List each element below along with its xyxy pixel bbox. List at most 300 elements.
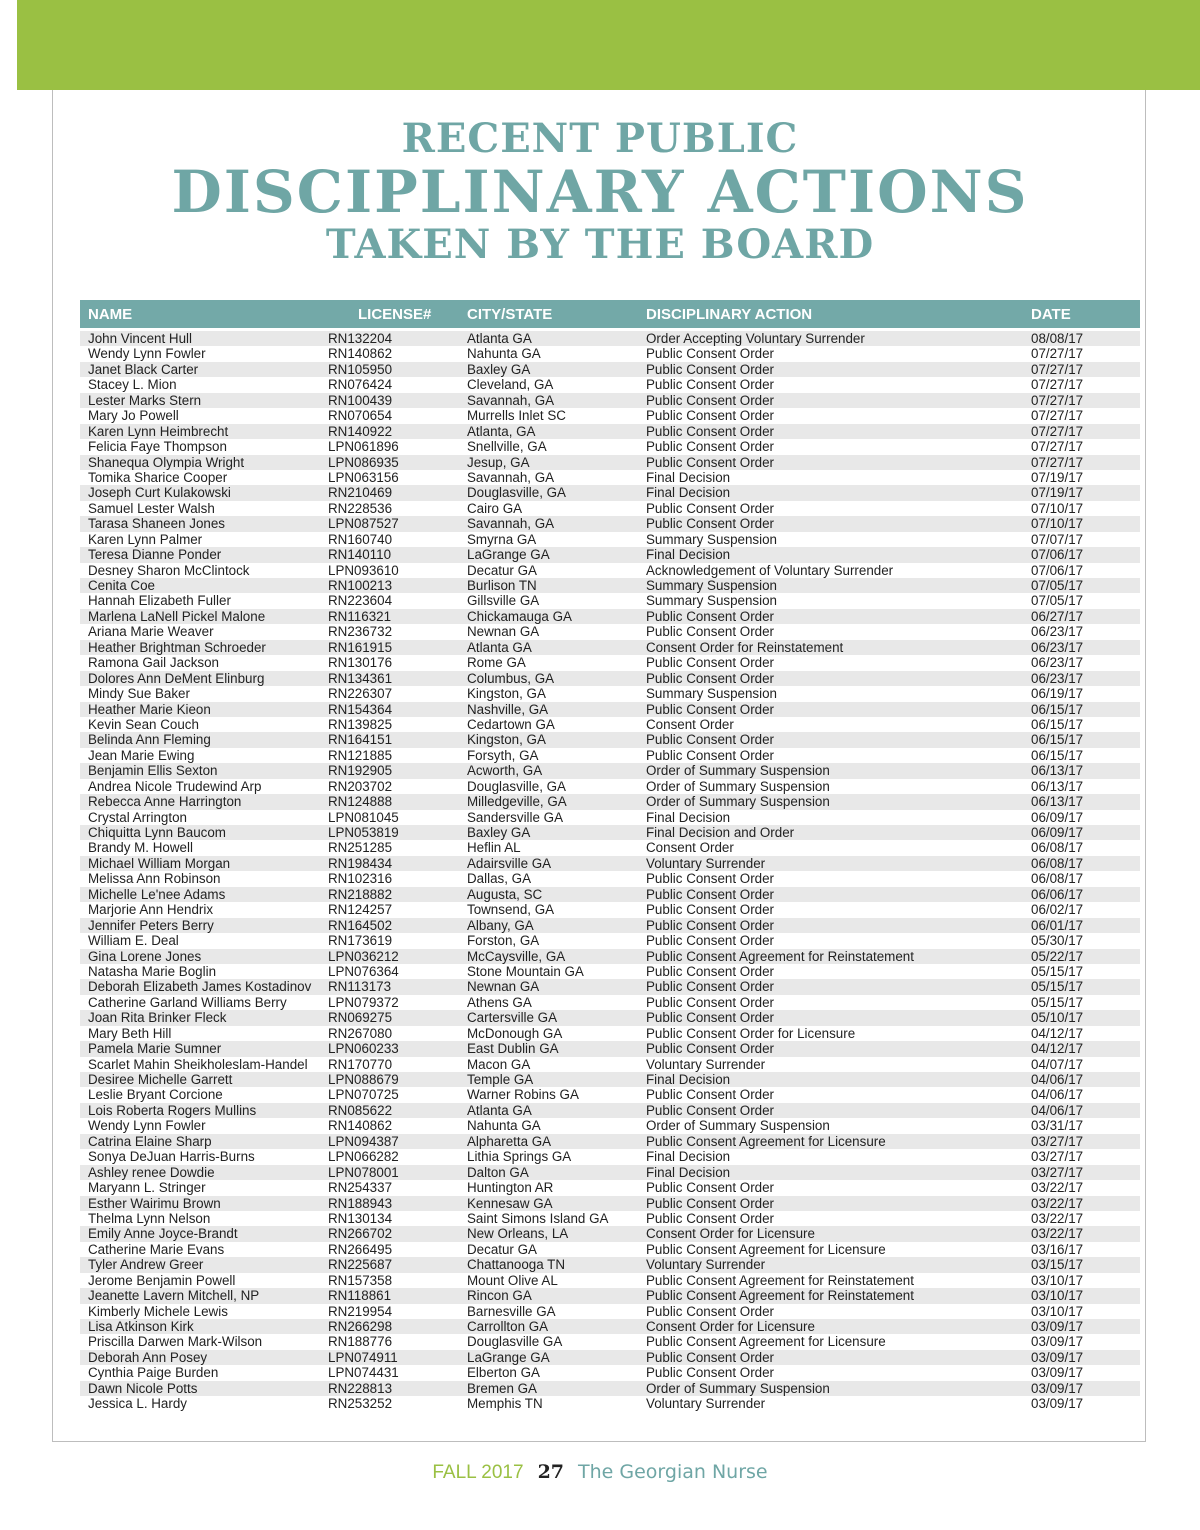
cell-name: Deborah Elizabeth James Kostadinov xyxy=(88,979,312,995)
cell-action: Summary Suspension xyxy=(646,686,777,702)
cell-license: RN113173 xyxy=(328,979,392,995)
cell-name: Desney Sharon McClintock xyxy=(88,562,250,578)
cell-action: Public Consent Agreement for Reinstatement xyxy=(646,1288,914,1304)
cell-action: Voluntary Surrender xyxy=(646,1056,766,1072)
cell-license: LPN094387 xyxy=(328,1133,399,1149)
cell-city-state: Mount Olive AL xyxy=(467,1272,558,1288)
cell-license: RN188943 xyxy=(328,1195,393,1211)
cell-city-state: Temple GA xyxy=(467,1072,534,1087)
cell-name: Cynthia Paige Burden xyxy=(88,1365,219,1381)
cell-license: LPN074431 xyxy=(328,1365,399,1381)
table-row xyxy=(80,779,1140,794)
cell-name: Teresa Dianne Ponder xyxy=(88,547,222,563)
cell-action: Final Decision xyxy=(646,469,731,485)
cell-action: Public Consent Order xyxy=(646,608,775,624)
table-row xyxy=(80,609,1140,624)
cell-date: 07/27/17 xyxy=(1031,423,1084,439)
cell-license: RN253252 xyxy=(328,1396,393,1412)
cell-city-state: East Dublin GA xyxy=(467,1041,559,1057)
cell-action: Consent Order xyxy=(646,716,734,732)
table-row xyxy=(80,439,1140,454)
cell-city-state: Kennesaw GA xyxy=(467,1195,553,1211)
cell-date: 03/16/17 xyxy=(1031,1241,1084,1257)
cell-action: Order of Summary Suspension xyxy=(646,763,830,779)
cell-action: Order Accepting Voluntary Surrender xyxy=(646,331,865,346)
cell-license: RN121885 xyxy=(328,747,393,763)
cell-action: Public Consent Agreement for Licensure xyxy=(646,1133,886,1149)
cell-date: 06/15/17 xyxy=(1031,701,1084,717)
cell-license: RN134361 xyxy=(328,670,393,686)
cell-license: RN173619 xyxy=(328,933,393,949)
cell-license: LPN088679 xyxy=(328,1072,399,1087)
cell-license: RN140110 xyxy=(328,547,392,563)
table-row xyxy=(80,717,1140,732)
cell-action: Public Consent Order xyxy=(646,423,775,439)
cell-city-state: Dalton GA xyxy=(467,1164,529,1180)
cell-city-state: Macon GA xyxy=(467,1056,531,1072)
cell-action: Public Consent Order xyxy=(646,346,775,362)
cell-date: 07/27/17 xyxy=(1031,392,1084,408)
cell-action: Public Consent Order xyxy=(646,871,775,887)
disciplinary-actions-table xyxy=(80,300,1140,1412)
cell-license: RN225687 xyxy=(328,1257,393,1273)
cell-name: Sonya DeJuan Harris-Burns xyxy=(88,1149,255,1165)
cell-city-state: Saint Simons Island GA xyxy=(467,1210,609,1226)
cell-action: Public Consent Order xyxy=(646,1210,775,1226)
cell-name: Crystal Arrington xyxy=(88,809,187,825)
table-row xyxy=(80,516,1140,531)
cell-date: 03/09/17 xyxy=(1031,1349,1084,1365)
cell-action: Public Consent Order xyxy=(646,994,775,1010)
table-row xyxy=(80,995,1140,1010)
cell-name: Felicia Faye Thompson xyxy=(88,439,227,455)
cell-name: Mary Beth Hill xyxy=(88,1025,172,1041)
table-row xyxy=(80,887,1140,902)
table-row xyxy=(80,1010,1140,1025)
header-disciplinary-action: DISCIPLINARY ACTION xyxy=(646,306,813,323)
cell-date: 07/07/17 xyxy=(1031,531,1084,547)
cell-name: Belinda Ann Fleming xyxy=(88,732,211,748)
cell-city-state: Columbus, GA xyxy=(467,670,555,686)
cell-license: RN198434 xyxy=(328,855,393,871)
cell-license: LPN070725 xyxy=(328,1087,399,1103)
cell-name: Marjorie Ann Hendrix xyxy=(88,902,214,918)
cell-license: RN164151 xyxy=(328,732,393,748)
cell-license: RN124888 xyxy=(328,794,393,810)
cell-license: RN161915 xyxy=(328,639,393,655)
cell-name: Catherine Garland Williams Berry xyxy=(88,994,287,1010)
table-row xyxy=(80,871,1140,886)
cell-name: Catherine Marie Evans xyxy=(88,1241,225,1257)
cell-date: 03/27/17 xyxy=(1031,1133,1084,1149)
cell-name: Ramona Gail Jackson xyxy=(88,655,219,671)
cell-license: LPN079372 xyxy=(328,994,399,1010)
cell-date: 06/23/17 xyxy=(1031,670,1084,686)
table-row xyxy=(80,1118,1140,1133)
cell-city-state: Atlanta GA xyxy=(467,331,532,346)
cell-city-state: New Orleans, LA xyxy=(467,1226,569,1242)
cell-name: Dawn Nicole Potts xyxy=(88,1380,198,1396)
cell-city-state: McCaysville, GA xyxy=(467,948,566,964)
cell-city-state: Nahunta GA xyxy=(467,346,541,362)
cell-name: Kimberly Michele Lewis xyxy=(88,1303,228,1319)
table-row xyxy=(80,1072,1140,1087)
cell-action: Consent Order for Licensure xyxy=(646,1226,815,1242)
cell-city-state: Cartersville GA xyxy=(467,1010,558,1026)
cell-action: Public Consent Order xyxy=(646,1365,775,1381)
cell-date: 03/10/17 xyxy=(1031,1272,1084,1288)
cell-date: 06/23/17 xyxy=(1031,624,1084,640)
cell-name: Heather Brightman Schroeder xyxy=(88,639,266,655)
cell-action: Public Consent Order xyxy=(646,963,775,979)
cell-name: Natasha Marie Boglin xyxy=(88,963,217,979)
table-row xyxy=(80,933,1140,948)
cell-action: Consent Order for Licensure xyxy=(646,1319,815,1334)
cell-name: Shanequa Olympia Wright xyxy=(88,454,245,470)
cell-action: Public Consent Order xyxy=(646,701,775,717)
table-row xyxy=(80,1180,1140,1195)
cell-city-state: Jesup, GA xyxy=(467,454,530,470)
cell-license: RN160740 xyxy=(328,531,393,547)
table-row xyxy=(80,1257,1140,1272)
cell-action: Public Consent Agreement for Licensure xyxy=(646,1241,886,1257)
cell-date: 04/12/17 xyxy=(1031,1041,1084,1057)
table-row xyxy=(80,1026,1140,1041)
cell-license: RN228813 xyxy=(328,1380,393,1396)
table-row xyxy=(80,1350,1140,1365)
cell-city-state: Albany, GA xyxy=(467,917,534,933)
table-row xyxy=(80,732,1140,747)
cell-date: 03/09/17 xyxy=(1031,1396,1084,1412)
cell-license: RN140922 xyxy=(328,423,393,439)
cell-name: Jean Marie Ewing xyxy=(88,747,195,763)
cell-action: Public Consent Order xyxy=(646,933,775,949)
cell-license: RN228536 xyxy=(328,500,393,516)
cell-name: Ariana Marie Weaver xyxy=(88,624,214,640)
cell-license: RN130176 xyxy=(328,655,393,671)
table-row xyxy=(80,578,1140,593)
cell-city-state: Savannah, GA xyxy=(467,469,555,485)
cell-license: LPN060233 xyxy=(328,1041,399,1057)
cell-license: RN223604 xyxy=(328,593,393,609)
table-row xyxy=(80,825,1140,840)
cell-city-state: Warner Robins GA xyxy=(467,1087,579,1103)
cell-date: 03/22/17 xyxy=(1031,1180,1084,1196)
cell-action: Public Consent Order xyxy=(646,1087,775,1103)
cell-city-state: Barnesville GA xyxy=(467,1303,556,1319)
cell-action: Final Decision xyxy=(646,809,731,825)
cell-city-state: Alpharetta GA xyxy=(467,1133,552,1149)
cell-date: 06/02/17 xyxy=(1031,902,1084,918)
cell-name: Stacey L. Mion xyxy=(88,377,177,393)
cell-action: Final Decision and Order xyxy=(646,825,795,840)
cell-name: Jerome Benjamin Powell xyxy=(88,1272,236,1288)
cell-license: RN164502 xyxy=(328,917,393,933)
cell-action: Public Consent Order xyxy=(646,747,775,763)
cell-license: LPN087527 xyxy=(328,516,399,532)
cell-date: 03/10/17 xyxy=(1031,1303,1084,1319)
cell-name: Catrina Elaine Sharp xyxy=(88,1133,212,1149)
cell-date: 05/10/17 xyxy=(1031,1010,1084,1026)
cell-license: RN124257 xyxy=(328,902,393,918)
cell-name: Mindy Sue Baker xyxy=(88,686,190,702)
cell-license: RN069275 xyxy=(328,1010,393,1026)
cell-action: Final Decision xyxy=(646,1164,731,1180)
table-row xyxy=(80,1103,1140,1118)
cell-city-state: Burlison TN xyxy=(467,578,537,593)
cell-city-state: Stone Mountain GA xyxy=(467,963,584,979)
cell-city-state: Townsend, GA xyxy=(467,902,555,918)
cell-action: Public Consent Order xyxy=(646,1102,775,1118)
cell-name: Jennifer Peters Berry xyxy=(88,917,214,933)
cell-action: Public Consent Order xyxy=(646,1303,775,1319)
cell-name: Joan Rita Brinker Fleck xyxy=(88,1010,227,1026)
cell-name: Gina Lorene Jones xyxy=(88,948,202,964)
table-row xyxy=(80,794,1140,809)
cell-action: Final Decision xyxy=(646,485,731,501)
cell-license: RN218882 xyxy=(328,886,393,902)
table-row xyxy=(80,1334,1140,1349)
cell-date: 06/13/17 xyxy=(1031,778,1084,794)
cell-city-state: Atlanta, GA xyxy=(467,423,536,439)
cell-license: RN102316 xyxy=(328,871,393,887)
cell-date: 06/13/17 xyxy=(1031,763,1084,779)
cell-city-state: Cedartown GA xyxy=(467,716,555,732)
cell-date: 06/09/17 xyxy=(1031,809,1084,825)
cell-name: Pamela Marie Sumner xyxy=(88,1041,222,1057)
cell-name: Michelle Le'nee Adams xyxy=(88,886,226,902)
cell-license: RN132204 xyxy=(328,331,393,346)
cell-city-state: Savannah, GA xyxy=(467,516,555,532)
table-header xyxy=(80,300,1140,328)
cell-city-state: Augusta, SC xyxy=(467,886,543,902)
cell-city-state: Athens GA xyxy=(467,994,532,1010)
cell-city-state: Memphis TN xyxy=(467,1396,543,1412)
cell-name: Rebecca Anne Harrington xyxy=(88,794,242,810)
cell-action: Public Consent Order xyxy=(646,886,775,902)
cell-date: 03/27/17 xyxy=(1031,1149,1084,1165)
table-row xyxy=(80,1041,1140,1056)
footer-season: FALL 2017 xyxy=(432,1462,524,1483)
cell-city-state: Kingston, GA xyxy=(467,686,546,702)
cell-name: Lester Marks Stern xyxy=(88,392,202,408)
cell-date: 06/06/17 xyxy=(1031,886,1084,902)
cell-action: Public Consent Order xyxy=(646,624,775,640)
cell-date: 03/10/17 xyxy=(1031,1288,1084,1304)
title-line-3: TAKEN BY THE BOARD xyxy=(325,221,875,268)
cell-city-state: Gillsville GA xyxy=(467,593,540,609)
cell-license: RN210469 xyxy=(328,485,393,501)
cell-name: Benjamin Ellis Sexton xyxy=(88,763,218,779)
cell-name: Emily Anne Joyce-Brandt xyxy=(88,1226,238,1242)
cell-license: RN267080 xyxy=(328,1025,393,1041)
cell-name: Maryann L. Stringer xyxy=(88,1180,206,1196)
cell-license: RN130134 xyxy=(328,1210,393,1226)
cell-license: RN085622 xyxy=(328,1102,393,1118)
cell-name: Scarlet Mahin Sheikholeslam-Handel xyxy=(88,1056,308,1072)
cell-license: RN100439 xyxy=(328,392,393,408)
cell-action: Public Consent Order xyxy=(646,655,775,671)
cell-city-state: Rome GA xyxy=(467,655,526,671)
cell-action: Summary Suspension xyxy=(646,593,777,609)
cell-name: Janet Black Carter xyxy=(88,361,199,377)
table-row xyxy=(80,949,1140,964)
cell-date: 05/22/17 xyxy=(1031,948,1084,964)
cell-name: Cenita Coe xyxy=(88,578,155,593)
table-row xyxy=(80,424,1140,439)
cell-name: Hannah Elizabeth Fuller xyxy=(88,593,231,609)
cell-city-state: Cleveland, GA xyxy=(467,377,554,393)
cell-license: RN251285 xyxy=(328,840,393,856)
cell-license: RN070654 xyxy=(328,408,393,424)
cell-license: RN157358 xyxy=(328,1272,393,1288)
table-row xyxy=(80,532,1140,547)
cell-license: RN116321 xyxy=(328,608,392,624)
cell-date: 03/22/17 xyxy=(1031,1210,1084,1226)
table-row xyxy=(80,593,1140,608)
table-row xyxy=(80,671,1140,686)
cell-action: Voluntary Surrender xyxy=(646,855,766,871)
table-row xyxy=(80,1226,1140,1241)
cell-action: Public Consent Order xyxy=(646,1010,775,1026)
cell-date: 07/27/17 xyxy=(1031,377,1084,393)
table-row xyxy=(80,1134,1140,1149)
table-row xyxy=(80,1196,1140,1211)
cell-city-state: Decatur GA xyxy=(467,562,537,578)
cell-name: Ashley renee Dowdie xyxy=(88,1164,215,1180)
cell-date: 06/15/17 xyxy=(1031,732,1084,748)
cell-city-state: Atlanta GA xyxy=(467,1102,532,1118)
cell-license: RN192905 xyxy=(328,763,393,779)
cell-license: RN254337 xyxy=(328,1180,393,1196)
cell-action: Public Consent Order xyxy=(646,1180,775,1196)
cell-date: 07/06/17 xyxy=(1031,562,1084,578)
table-row xyxy=(80,686,1140,701)
table-row xyxy=(80,501,1140,516)
cell-action: Public Consent Order xyxy=(646,439,775,455)
cell-date: 07/27/17 xyxy=(1031,361,1084,377)
cell-city-state: Milledgeville, GA xyxy=(467,794,567,810)
cell-name: Marlena LaNell Pickel Malone xyxy=(88,608,266,624)
cell-license: RN266298 xyxy=(328,1319,393,1334)
cell-name: Leslie Bryant Corcione xyxy=(88,1087,223,1103)
cell-name: Jeanette Lavern Mitchell, NP xyxy=(88,1288,260,1304)
cell-name: Deborah Ann Posey xyxy=(88,1349,208,1365)
cell-date: 06/08/17 xyxy=(1031,840,1084,856)
cell-name: Chiquitta Lynn Baucom xyxy=(88,825,226,840)
cell-action: Final Decision xyxy=(646,547,731,563)
cell-date: 06/13/17 xyxy=(1031,794,1084,810)
cell-license: RN118861 xyxy=(328,1288,392,1304)
cell-city-state: Baxley GA xyxy=(467,825,531,840)
cell-date: 07/05/17 xyxy=(1031,593,1084,609)
cell-date: 07/27/17 xyxy=(1031,454,1084,470)
cell-action: Final Decision xyxy=(646,1072,731,1087)
cell-city-state: Atlanta GA xyxy=(467,639,532,655)
title-line-1: RECENT PUBLIC xyxy=(401,115,799,162)
cell-date: 06/08/17 xyxy=(1031,871,1084,887)
cell-date: 06/01/17 xyxy=(1031,917,1084,933)
cell-city-state: Carrollton GA xyxy=(467,1319,549,1334)
cell-city-state: Nashville, GA xyxy=(467,701,549,717)
table-row xyxy=(80,1365,1140,1380)
table-row xyxy=(80,377,1140,392)
table-row xyxy=(80,1165,1140,1180)
cell-action: Public Consent Order xyxy=(646,516,775,532)
table-row xyxy=(80,1381,1140,1396)
cell-action: Voluntary Surrender xyxy=(646,1396,766,1412)
cell-action: Public Consent Order xyxy=(646,979,775,995)
table-row xyxy=(80,810,1140,825)
table-row xyxy=(80,455,1140,470)
cell-city-state: Sandersville GA xyxy=(467,809,564,825)
cell-action: Public Consent Order xyxy=(646,361,775,377)
table-row xyxy=(80,640,1140,655)
cell-license: LPN078001 xyxy=(328,1164,399,1180)
cell-license: LPN063156 xyxy=(328,469,399,485)
footer-publication: The Georgian Nurse xyxy=(578,1461,768,1483)
cell-date: 03/09/17 xyxy=(1031,1365,1084,1381)
cell-action: Order of Summary Suspension xyxy=(646,778,830,794)
table-row xyxy=(80,563,1140,578)
table-row xyxy=(80,655,1140,670)
cell-name: Lois Roberta Rogers Mullins xyxy=(88,1102,257,1118)
cell-license: RN100213 xyxy=(328,578,393,593)
cell-date: 07/27/17 xyxy=(1031,408,1084,424)
cell-date: 06/23/17 xyxy=(1031,639,1084,655)
cell-name: Esther Wairimu Brown xyxy=(88,1195,221,1211)
cell-action: Public Consent Order xyxy=(646,377,775,393)
cell-action: Public Consent Agreement for Reinstatement xyxy=(646,948,914,964)
cell-city-state: Murrells Inlet SC xyxy=(467,408,566,424)
cell-date: 03/09/17 xyxy=(1031,1334,1084,1350)
cell-name: Jessica L. Hardy xyxy=(88,1396,187,1412)
cell-date: 04/06/17 xyxy=(1031,1072,1084,1087)
table-row xyxy=(80,346,1140,361)
cell-date: 05/15/17 xyxy=(1031,994,1084,1010)
cell-city-state: LaGrange GA xyxy=(467,1349,550,1365)
cell-date: 07/10/17 xyxy=(1031,516,1084,532)
cell-date: 03/27/17 xyxy=(1031,1164,1084,1180)
cell-license: RN188776 xyxy=(328,1334,393,1350)
cell-license: LPN093610 xyxy=(328,562,399,578)
table-row xyxy=(80,918,1140,933)
table-row xyxy=(80,979,1140,994)
cell-name: Andrea Nicole Trudewind Arp xyxy=(88,778,262,794)
cell-action: Final Decision xyxy=(646,1149,731,1165)
cell-license: LPN066282 xyxy=(328,1149,399,1165)
cell-action: Voluntary Surrender xyxy=(646,1257,766,1273)
cell-name: Tarasa Shaneen Jones xyxy=(88,516,225,532)
table-row xyxy=(80,964,1140,979)
cell-city-state: Newnan GA xyxy=(467,624,540,640)
cell-license: RN140862 xyxy=(328,346,393,362)
cell-date: 03/09/17 xyxy=(1031,1319,1084,1334)
cell-name: Heather Marie Kieon xyxy=(88,701,211,717)
cell-name: Lisa Atkinson Kirk xyxy=(88,1319,194,1334)
table-row xyxy=(80,1396,1140,1411)
cell-license: RN139825 xyxy=(328,716,393,732)
cell-name: John Vincent Hull xyxy=(88,331,192,346)
table-row xyxy=(80,840,1140,855)
cell-name: Melissa Ann Robinson xyxy=(88,871,221,887)
cell-license: RN203702 xyxy=(328,778,393,794)
table-row xyxy=(80,1149,1140,1164)
cell-date: 04/12/17 xyxy=(1031,1025,1084,1041)
table-row xyxy=(80,1087,1140,1102)
table-row xyxy=(80,1273,1140,1288)
page-footer xyxy=(0,1460,1200,1485)
